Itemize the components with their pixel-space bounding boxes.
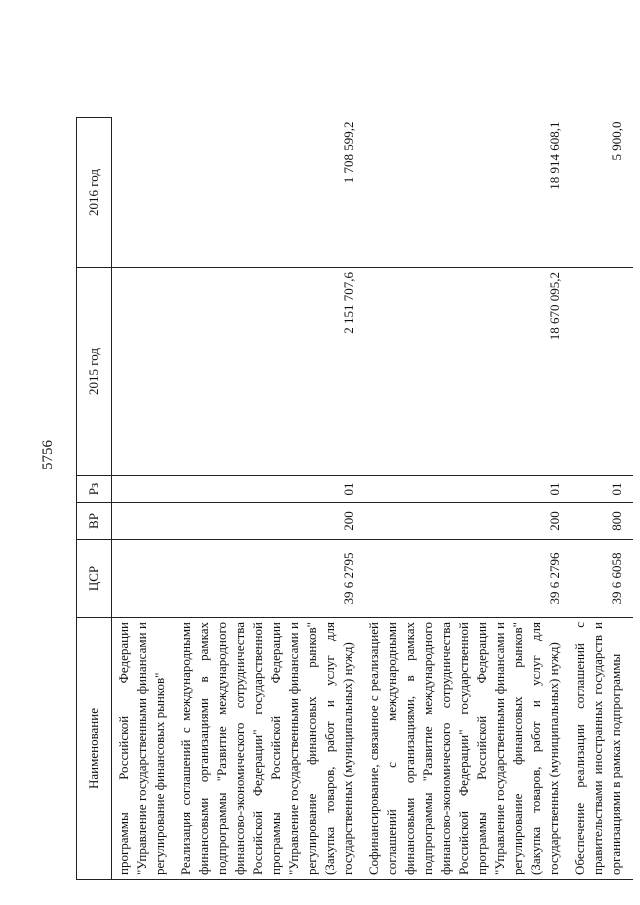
table-row: [362, 118, 568, 880]
row-2016: 1 708 599,2: [174, 118, 362, 268]
row-2016: 5 900,0: [568, 118, 633, 268]
row-vr: 200: [362, 503, 568, 540]
row-rz: [112, 476, 175, 503]
row-name: программы Российской Федерации "Управление государственными финансами и регулирование финансовых рынков": [112, 618, 175, 880]
row-2015: [112, 268, 175, 476]
row-csr: [112, 540, 175, 618]
row-csr: 39 6 2795: [174, 540, 362, 618]
row-2015: 2 151 707,6: [174, 268, 362, 476]
table-row: [112, 118, 175, 880]
row-name: Софинансирование, связанное с реализацией соглашений с международными финансовыми организациями, в рамках подпрограммы "Развитие международного финансово-экономического сотрудничества Российской Федерации" государственной программы Российской Федерации "Управление государственными финансами и регулирование финансовых рынков" (Закупка товаров, работ и услуг для государственных (муниципальных) нужд): [362, 618, 568, 880]
table-row: [568, 118, 633, 880]
row-2016: [112, 118, 175, 268]
header-2016: 2016 год: [77, 118, 112, 268]
row-2015: [568, 268, 633, 476]
row-rz: 01: [174, 476, 362, 503]
row-vr: 200: [174, 503, 362, 540]
row-vr: [112, 503, 175, 540]
row-csr: 39 6 2796: [362, 540, 568, 618]
row-2015: 18 670 095,2: [362, 268, 568, 476]
row-name: Обеспечение реализации соглашений с правительствами иностранных государств и организациями в рамках подпрограммы: [568, 618, 633, 880]
row-csr: 39 6 6058: [568, 540, 633, 618]
row-name: Реализация соглашений с международными финансовыми организациями в рамках подпрограммы "Развитие международного финансово-экономического сотрудничества Российской Федерации" государственной программы Российской Федерации "Управление государственными финансами и регулирование финансовых рынков" (Закупка товаров, работ и услуг для государственных (муниципальных) нужд): [174, 618, 362, 880]
table-row: [174, 118, 362, 880]
header-rz: Рз: [77, 476, 112, 503]
header-2015: 2015 год: [77, 268, 112, 476]
header-csr: ЦСР: [77, 540, 112, 618]
row-2016: 18 914 608,1: [362, 118, 568, 268]
row-vr: 800: [568, 503, 633, 540]
row-rz: 01: [568, 476, 633, 503]
header-vr: ВР: [77, 503, 112, 540]
rotated-page: [16, 26, 624, 880]
budget-table: [76, 117, 633, 880]
row-rz: 01: [362, 476, 568, 503]
page-number: 5756: [40, 440, 56, 470]
table-header-row: [77, 118, 112, 880]
header-name: Наименование: [77, 618, 112, 880]
